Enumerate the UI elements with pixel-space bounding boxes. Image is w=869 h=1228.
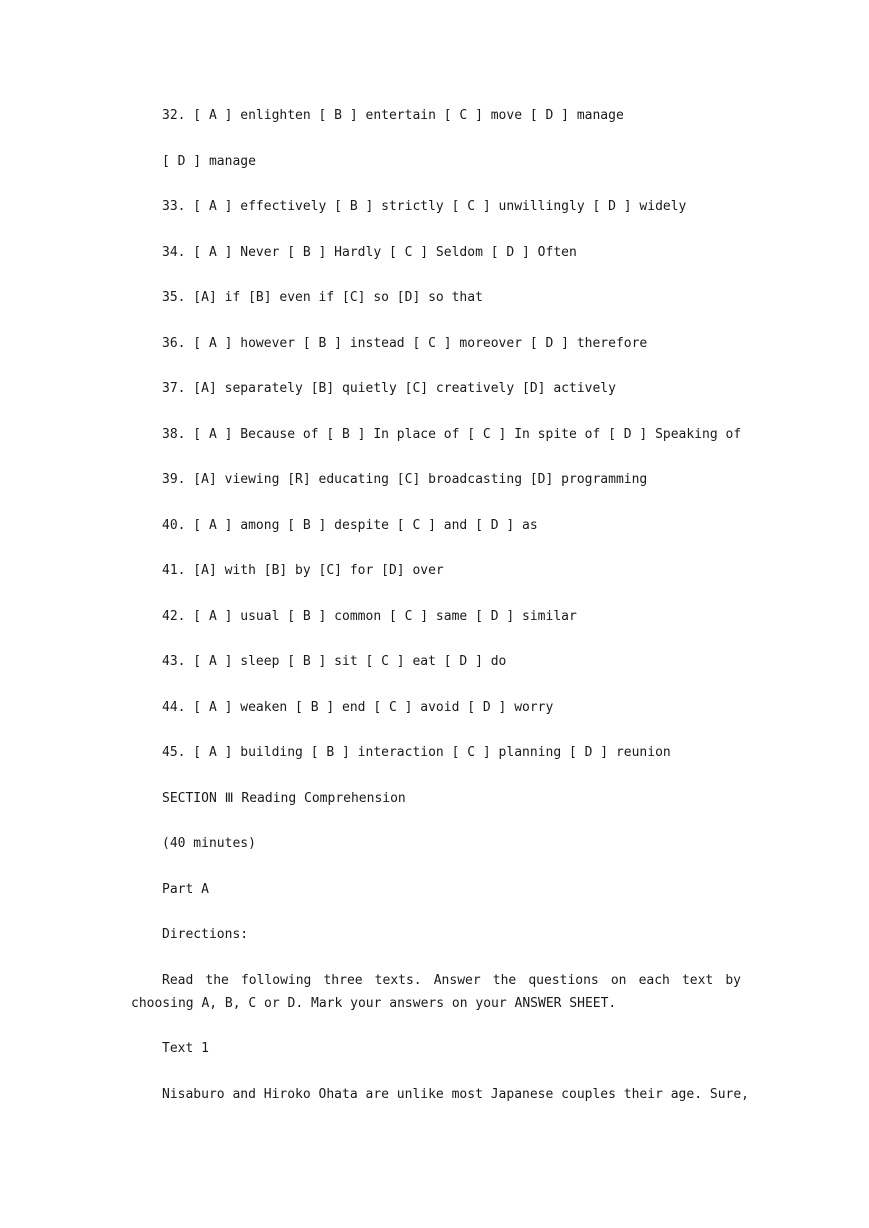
question-45: 45. [ A ] building [ B ] interaction [ C ] planning [ D ] reunion xyxy=(162,745,671,760)
directions-text: Read the following three texts. Answer the questions on each text by choosing A, B, C or D. Mark your answers on your ANSWER SHEET. xyxy=(131,973,741,1011)
question-41: 41. [A] with [B] by [C] for [D] over xyxy=(162,563,444,578)
text-body-first-line: Nisaburo and Hiroko Ohata are unlike most Japanese couples their age. Sure, xyxy=(162,1087,749,1102)
text-label: Text 1 xyxy=(162,1041,209,1056)
question-35: 35. [A] if [B] even if [C] so [D] so that xyxy=(162,290,483,305)
question-38: 38. [ A ] Because of [ B ] In place of [ C ] In spite of [ D ] Speaking of xyxy=(162,427,742,442)
question-44: 44. [ A ] weaken [ B ] end [ C ] avoid [ D ] worry xyxy=(162,700,554,715)
section-title: SECTION Ⅲ Reading Comprehension xyxy=(162,791,406,806)
question-39: 39. [A] viewing [R] educating [C] broadcasting [D] programming xyxy=(162,472,648,487)
question-37: 37. [A] separately [B] quietly [C] creatively [D] actively xyxy=(162,381,616,396)
question-42: 42. [ A ] usual [ B ] common [ C ] same [ D ] similar xyxy=(162,609,577,624)
question-43: 43. [ A ] sleep [ B ] sit [ C ] eat [ D ] do xyxy=(162,654,507,669)
question-40: 40. [ A ] among [ B ] despite [ C ] and [ D ] as xyxy=(162,518,538,533)
question-32: 32. [ A ] enlighten [ B ] entertain [ C ] move [ D ] manage xyxy=(162,108,624,123)
question-32-extra: [ D ] manage xyxy=(162,154,256,169)
section-duration: (40 minutes) xyxy=(162,836,256,851)
question-33: 33. [ A ] effectively [ B ] strictly [ C ] unwillingly [ D ] widely xyxy=(162,199,687,214)
directions-label: Directions: xyxy=(162,927,249,942)
part-label: Part A xyxy=(162,882,209,897)
question-34: 34. [ A ] Never [ B ] Hardly [ C ] Seldom [ D ] Often xyxy=(162,245,577,260)
question-36: 36. [ A ] however [ B ] instead [ C ] moreover [ D ] therefore xyxy=(162,336,648,351)
